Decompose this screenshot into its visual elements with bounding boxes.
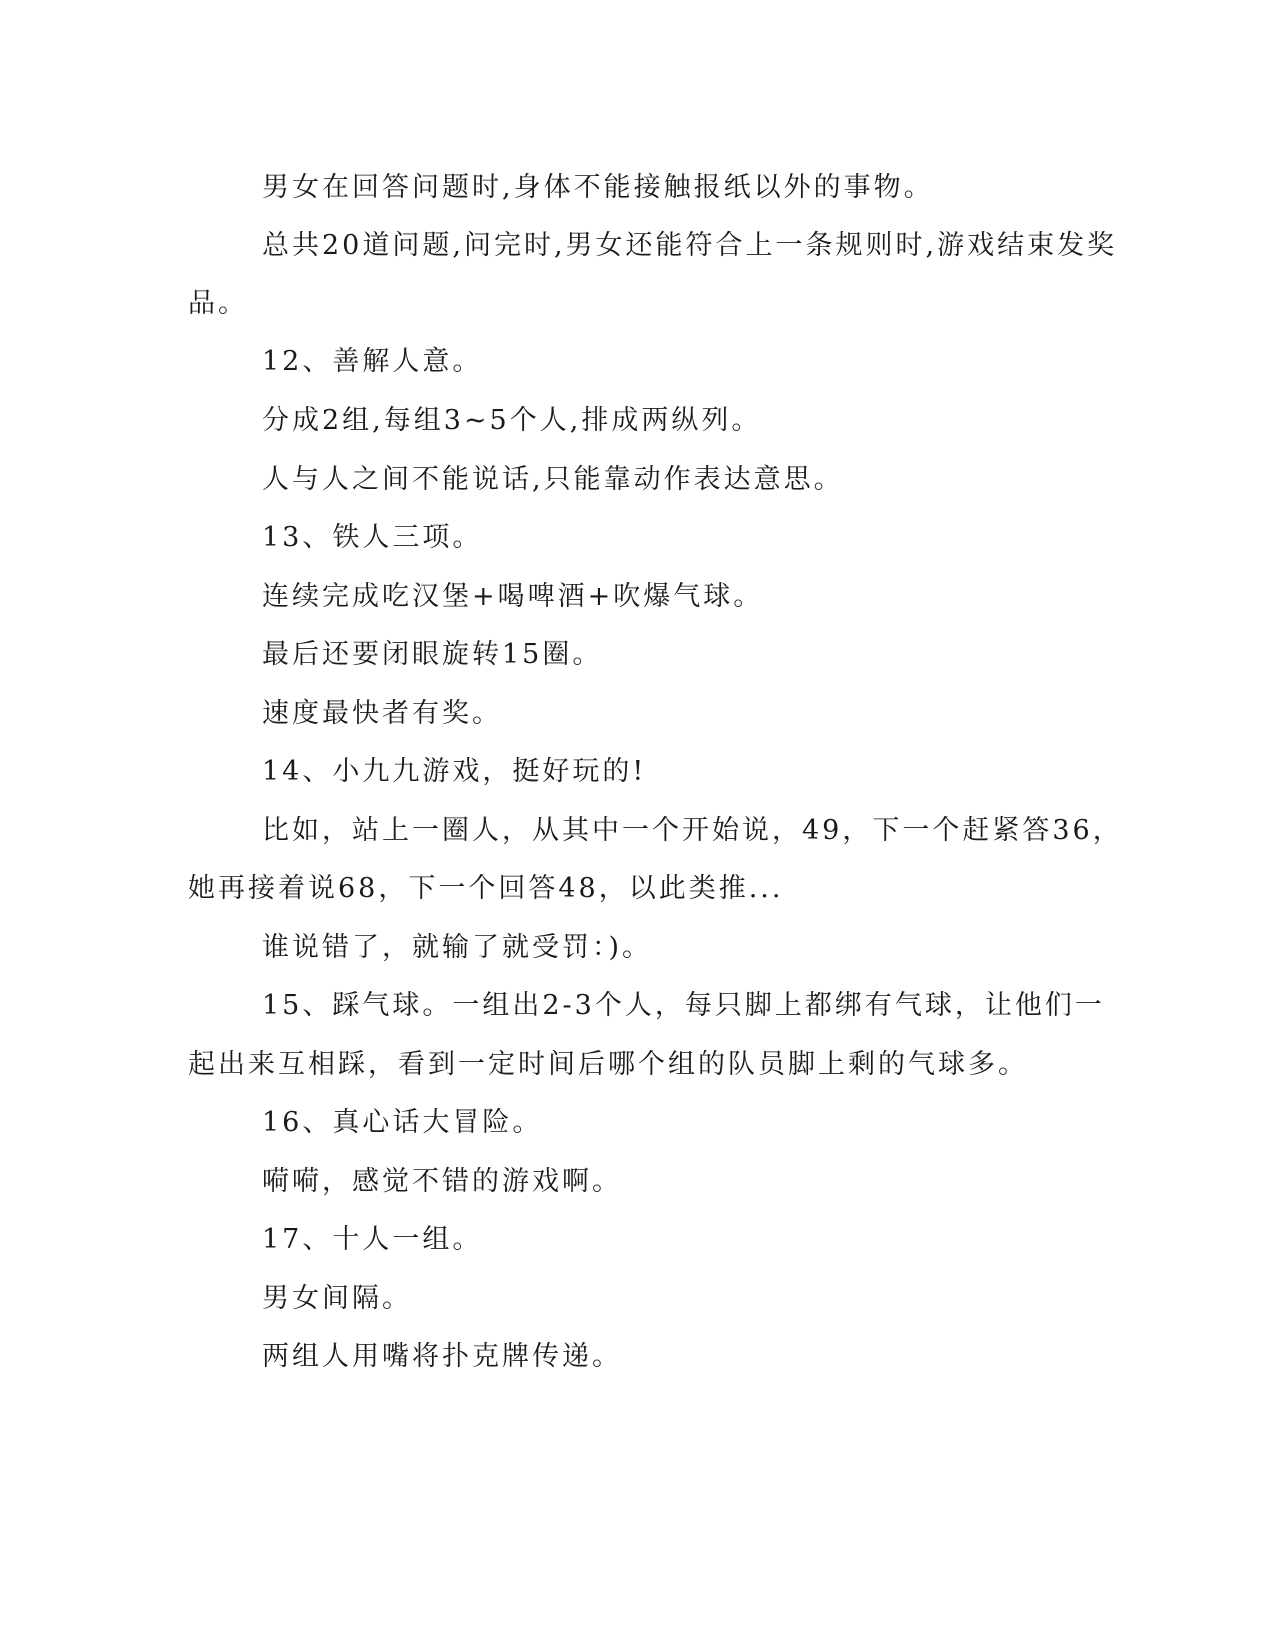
text-line: 人与人之间不能说话,只能靠动作表达意思。 <box>262 464 844 495</box>
text-line: 速度最快者有奖。 <box>262 698 502 729</box>
text-line: 嗬嗬，感觉不错的游戏啊。 <box>262 1166 622 1197</box>
section-heading: 17、十人一组。 <box>262 1224 483 1255</box>
text-line: 她再接着说68，下一个回答48，以此类推... <box>188 873 784 904</box>
text-line: 连续完成吃汉堡+喝啤酒+吹爆气球。 <box>262 581 764 612</box>
text-line: 分成2组,每组3~5个人,排成两纵列。 <box>262 405 762 436</box>
text-line: 男女在回答问题时,身体不能接触报纸以外的事物。 <box>262 172 934 203</box>
text-line: 起出来互相踩，看到一定时间后哪个组的队员脚上剩的气球多。 <box>188 1049 1028 1080</box>
text-line: 两组人用嘴将扑克牌传递。 <box>262 1341 622 1372</box>
section-heading: 14、小九九游戏，挺好玩的! <box>262 756 647 787</box>
text-line: 品。 <box>188 288 248 319</box>
section-heading: 15、踩气球。一组出2-3个人，每只脚上都绑有气球，让他们一 <box>262 990 1105 1021</box>
section-heading: 16、真心话大冒险。 <box>262 1107 543 1138</box>
text-line: 谁说错了，就输了就受罚：)。 <box>262 932 653 963</box>
section-heading: 13、铁人三项。 <box>262 522 483 553</box>
section-heading: 12、善解人意。 <box>262 346 483 377</box>
text-line: 总共20道问题,问完时,男女还能符合上一条规则时,游戏结束发奖 <box>262 230 1118 261</box>
text-line: 比如，站上一圈人，从其中一个开始说，49，下一个赶紧答36， <box>262 815 1123 846</box>
text-line: 男女间隔。 <box>262 1283 412 1314</box>
text-line: 最后还要闭眼旋转15圈。 <box>262 639 603 670</box>
